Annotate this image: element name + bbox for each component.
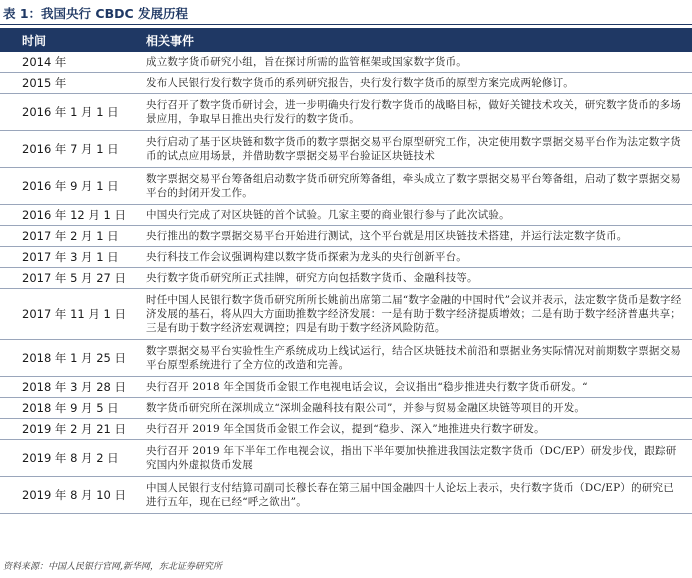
row-date: 2015 年 [0, 73, 138, 94]
table-row [0, 226, 692, 247]
row-event: 数字票据交易平台实验性生产系统成功上线试运行，结合区块链技术前沿和票据业务实际情况对前期数字票据交易平台原型系统进行了全方位的改造和完善。 [138, 340, 692, 377]
row-date: 2018 年 1 月 25 日 [0, 340, 138, 377]
row-date: 2017 年 11 月 1 日 [0, 289, 138, 340]
table-row [0, 289, 692, 340]
row-event: 央行启动了基于区块链和数字货币的数字票据交易平台原型研究工作，决定使用数字票据交易平台作为法定数字货币的试点应用场景，并借助数字票据交易平台验证区块链技术 [138, 131, 692, 168]
row-event: 成立数字货币研究小组，旨在探讨所需的监管框架或国家数字货币。 [138, 52, 692, 73]
table-row [0, 73, 692, 94]
table-row [0, 377, 692, 398]
title-divider [0, 24, 692, 25]
row-date: 2019 年 2 月 21 日 [0, 419, 138, 440]
table-title: 表 1：我国央行 CBDC 发展历程 [3, 6, 189, 21]
row-event: 央行召开了数字货币研讨会，进一步明确央行发行数字货币的战略目标，做好关键技术攻关，研究数字货币的多场景应用，争取早日推出央行发行的数字货币。 [138, 94, 692, 131]
source-note: 资料来源：中国人民银行官网,新华网，东北证券研究所 [3, 562, 222, 572]
row-event: 央行召开 2019 年全国货币金银工作会议，提到“稳步、深入”地推进央行数字研发。 [138, 419, 692, 440]
row-date: 2018 年 3 月 28 日 [0, 377, 138, 398]
row-event: 央行推出的数字票据交易平台开始进行测试，这个平台就是用区块链技术搭建，并运行法定数字货币。 [138, 226, 692, 247]
row-event: 数字货币研究所在深圳成立“深圳金融科技有限公司”，并参与贸易金融区块链等项目的开发。 [138, 398, 692, 419]
row-event: 数字票据交易平台筹备组启动数字货币研究所筹备组，牵头成立了数字票据交易平台筹备组，启动了数字票据交易平台的封闭开发工作。 [138, 168, 692, 205]
row-event: 央行召开 2019 年下半年工作电视会议，指出下半年要加快推进我国法定数字货币（DC/EP）研发步伐，跟踪研究国内外虚拟货币发展 [138, 440, 692, 477]
row-date: 2017 年 5 月 27 日 [0, 268, 138, 289]
row-event: 发布人民银行发行数字货币的系列研究报告，央行发行数字货币的原型方案完成两轮修订。 [138, 73, 692, 94]
row-date: 2017 年 3 月 1 日 [0, 247, 138, 268]
row-date: 2019 年 8 月 10 日 [0, 477, 138, 514]
row-event: 央行科技工作会议强调构建以数字货币探索为龙头的央行创新平台。 [138, 247, 692, 268]
row-event: 央行数字货币研究所正式挂牌，研究方向包括数字货币、金融科技等。 [138, 268, 692, 289]
row-event: 中国央行完成了对区块链的首个试验。几家主要的商业银行参与了此次试验。 [138, 205, 692, 226]
table-row [0, 440, 692, 477]
table-row [0, 398, 692, 419]
table-row [0, 419, 692, 440]
row-event: 中国人民银行支付结算司副司长穆长春在第三届中国金融四十人论坛上表示，央行数字货币（DC/EP）的研究已进行五年，现在已经“呼之欲出”。 [138, 477, 692, 514]
table-row [0, 168, 692, 205]
row-date: 2016 年 9 月 1 日 [0, 168, 138, 205]
row-date: 2016 年 12 月 1 日 [0, 205, 138, 226]
timeline-table [0, 28, 692, 514]
row-date: 2017 年 2 月 1 日 [0, 226, 138, 247]
header-event: 相关事件 [138, 28, 692, 52]
table-row [0, 205, 692, 226]
row-event: 央行召开 2018 年全国货币金银工作电视电话会议，会议指出“稳步推进央行数字货币研发。“ [138, 377, 692, 398]
table-row [0, 94, 692, 131]
table-row [0, 52, 692, 73]
table-row [0, 477, 692, 514]
table-row [0, 340, 692, 377]
row-date: 2016 年 1 月 1 日 [0, 94, 138, 131]
row-date: 2018 年 9 月 5 日 [0, 398, 138, 419]
table-row [0, 131, 692, 168]
table-row [0, 247, 692, 268]
table-header-row [0, 28, 692, 52]
header-date: 时间 [0, 28, 138, 52]
table-row [0, 268, 692, 289]
row-date: 2019 年 8 月 2 日 [0, 440, 138, 477]
row-event: 时任中国人民银行数字货币研究所所长姚前出席第二届“数字金融的中国时代”会议并表示，法定数字货币是数字经济发展的基石，将从四大方面助推数字经济发展：一是有助于数字经济提质增效；二是有助于数字经济普惠共享；三是有助于数字经济宏观调控；四是有助于数字经济风险防范。 [138, 289, 692, 340]
row-date: 2016 年 7 月 1 日 [0, 131, 138, 168]
row-date: 2014 年 [0, 52, 138, 73]
